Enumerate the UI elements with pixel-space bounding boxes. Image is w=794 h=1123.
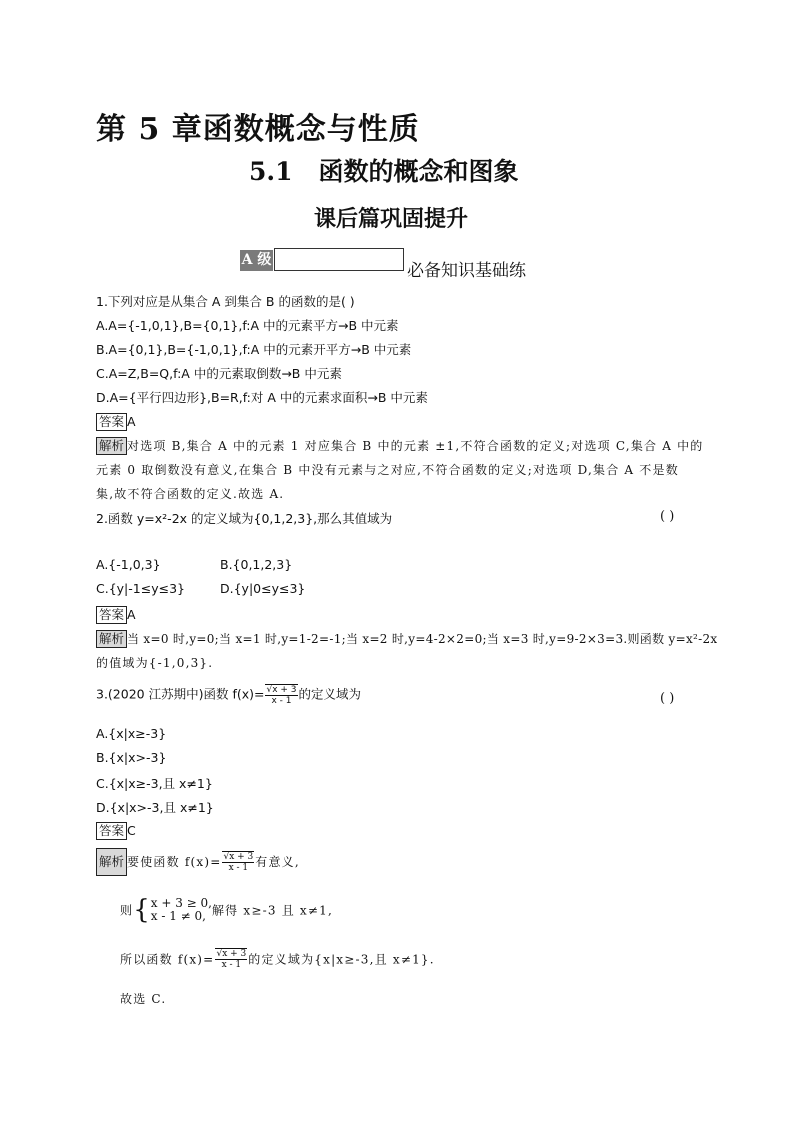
analysis-tag: 解析 <box>96 437 127 455</box>
q2-option-a: A.{-1,0,3} <box>96 557 161 572</box>
q2-analysis-row <box>96 628 718 648</box>
q2-stem: 2.函数 y=x²-2x 的定义域为{0,1,2,3},那么其值域为 <box>96 511 393 526</box>
q1-analysis-line-3: 集,故不符合函数的定义.故选 A. <box>96 487 285 501</box>
q3-analysis-row <box>96 848 300 876</box>
q1-option-d: D.A={平行四边形},B=R,f:对 A 中的元素求面积→B 中元素 <box>96 390 428 405</box>
q1-analysis-line-2: 元素 0 取倒数没有意义,在集合 B 中没有元素与之对应,不符合函数的定义;对选项 D,集合 A 不是数 <box>96 463 679 477</box>
fraction-numerator: √x + 3 <box>223 851 254 862</box>
q3-stem-fraction <box>265 684 297 706</box>
level-title: 必备知识基础练 <box>407 261 526 281</box>
section-name: 函数的概念和图象 <box>318 157 519 186</box>
q3-analysis-2-before: 则 <box>120 903 134 918</box>
system-line-1: x + 3 ≥ 0, <box>150 896 212 910</box>
q2-answer-row <box>96 604 136 624</box>
q3-paren: ( ) <box>660 691 675 706</box>
inequality-system <box>151 897 212 923</box>
q3-stem-after: 的定义域为 <box>298 686 362 702</box>
q3-option-c: C.{x|x≥-3,且 x≠1} <box>96 776 213 791</box>
q3-analysis-4: 故选 C. <box>120 992 167 1006</box>
fraction-denominator: x - 1 <box>271 696 292 706</box>
q3-stem-before: 3.(2020 江苏期中)函数 f(x)= <box>96 686 265 702</box>
q2-analysis-line-2: 的值域为{-1,0,3}. <box>96 656 214 670</box>
q1-stem: 1.下列对应是从集合 A 到集合 B 的函数的是( ) <box>96 294 355 309</box>
q1-analysis-line-1: 对选项 B,集合 A 中的元素 1 对应集合 B 中的元素 ±1,不符合函数的定义;对选项 C,集合 A 中的 <box>127 439 704 453</box>
answer-tag: 答案 <box>96 606 127 624</box>
fraction-denominator: x - 1 <box>221 960 242 970</box>
q3-stem <box>96 684 361 706</box>
q3-answer: C <box>127 823 136 838</box>
q1-option-c: C.A=Z,B=Q,f:A 中的元素取倒数→B 中元素 <box>96 366 342 381</box>
section-number: 5.1 <box>249 157 293 186</box>
q3-analysis-3-before: 所以函数 f(x)= <box>120 952 215 967</box>
analysis-tag: 解析 <box>96 630 127 648</box>
q3-analysis-3-after: 的定义域为{x|x≥-3,且 x≠1}. <box>248 952 435 967</box>
brace-symbol: { <box>133 895 150 925</box>
level-box <box>274 248 404 271</box>
q3-analysis-1-after: 有意义, <box>255 855 300 869</box>
fraction-numerator: √x + 3 <box>216 949 247 959</box>
q2-paren: ( ) <box>660 509 675 524</box>
q1-option-a: A.A={-1,0,1},B={0,1},f:A 中的元素平方→B 中元素 <box>96 318 399 333</box>
q1-answer-row <box>96 411 136 431</box>
q3-analysis-1-fraction <box>222 851 254 873</box>
q1-answer: A <box>127 414 136 429</box>
q3-answer-row <box>96 820 136 840</box>
fraction-denominator: x - 1 <box>228 862 249 873</box>
q3-option-d: D.{x|x>-3,且 x≠1} <box>96 800 214 815</box>
q2-option-c: C.{y|-1≤y≤3} <box>96 581 185 596</box>
q2-answer: A <box>127 607 136 622</box>
q3-option-a: A.{x|x≥-3} <box>96 726 167 741</box>
system-line-2: x - 1 ≠ 0, <box>150 909 206 923</box>
q3-analysis-3-fraction <box>215 948 247 970</box>
q3-option-b: B.{x|x>-3} <box>96 750 167 765</box>
q2-option-b: B.{0,1,2,3} <box>220 557 293 572</box>
q3-analysis-2 <box>120 897 333 923</box>
level-badge: A 级 <box>240 250 273 271</box>
q1-option-b: B.A={0,1},B={-1,0,1},f:A 中的元素开平方→B 中元素 <box>96 342 412 357</box>
answer-tag: 答案 <box>96 822 127 840</box>
answer-tag: 答案 <box>96 413 127 431</box>
q3-analysis-1-before: 要使函数 f(x)= <box>127 855 222 869</box>
section-title <box>249 152 519 188</box>
q2-option-d: D.{y|0≤y≤3} <box>220 581 306 596</box>
q3-analysis-2-after: 解得 x≥-3 且 x≠1, <box>211 903 333 918</box>
q2-analysis-line-1: 当 x=0 时,y=0;当 x=1 时,y=1-2=-1;当 x=2 时,y=4-2×2=0;当 x=3 时,y=9-2×3=3.则函数 y=x²-2x <box>127 632 718 646</box>
q1-analysis-row <box>96 435 704 455</box>
chapter-title: 第 5 章函数概念与性质 <box>96 112 420 147</box>
fraction-numerator: √x + 3 <box>266 685 297 695</box>
analysis-tag: 解析 <box>96 848 127 876</box>
page-subtitle: 课后篇巩固提升 <box>314 206 469 232</box>
q3-analysis-3 <box>120 948 435 970</box>
